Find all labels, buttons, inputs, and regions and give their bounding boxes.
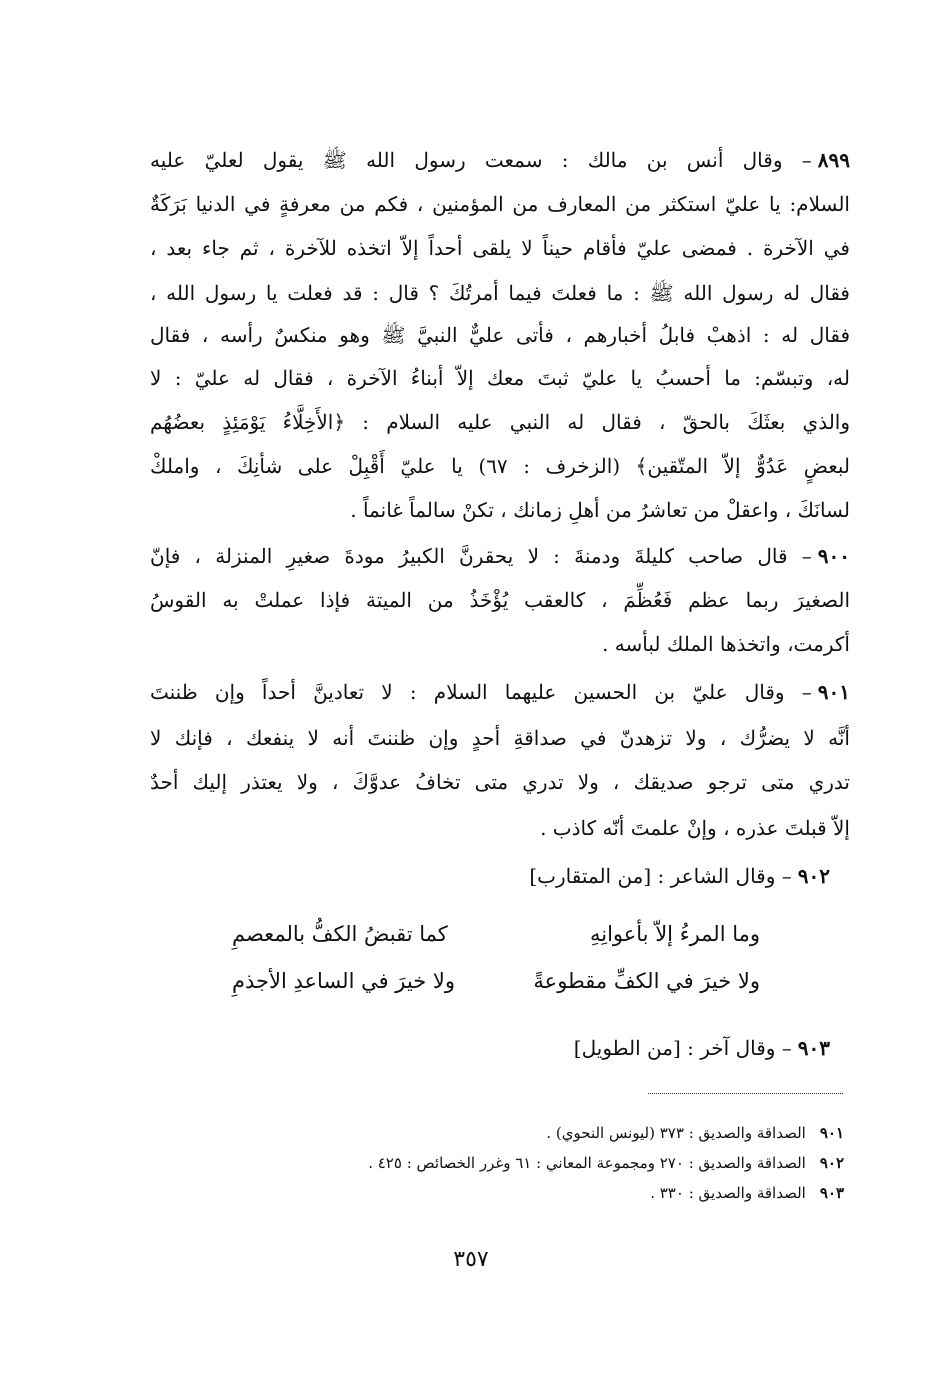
paragraph-901-line-3: تدري متى ترجو صديقك ، ولا تدري متى تخافُ عدوَّكَ ، ولا يعتذر إليك أحدٌ <box>150 770 850 794</box>
paragraph-899-line-4: فقال له رسول الله ﷺ : ما فعلتَ فيما أمرتُكَ ؟ قال : قد فعلت يا رسول الله ، <box>150 281 850 305</box>
paragraph-901-line-2: أنَّه لا يضرُّك ، ولا تزهدنّ في صداقةِ أحدٍ وإن ظننتَ أنه لا ينفعك ، فإنك لا <box>150 726 850 750</box>
paragraph-number: ٩٠١ <box>817 680 850 704</box>
poem-verse-1-second-hemistich: كما تقبضُ الكفُّ بالمعصمِ <box>232 922 448 946</box>
footnote-902 <box>368 1150 844 1176</box>
paragraph-899-line-3: في الآخرة . فمضى عليّ فأقام حيناً لا يلقى أحداً إلاّ اتخذه للآخرة ، ثم جاء بعد ، <box>150 236 850 260</box>
paragraph-903-line-1 <box>150 1025 830 1071</box>
paragraph-899-line-8: لبعضٍ عَدُوٌّ إلاّ المتّقين﴾ (الزخرف : ٦٧) يا عليّ أَقْبِلْ على شأنِكَ ، واملكْ <box>150 454 850 478</box>
footnote-text: الصداقة والصديق : ٣٣٠ . <box>650 1184 806 1202</box>
paragraph-900-line-2: الصغيرَ ربما عظم فَعُظِّمَ ، كالعقب يُؤْخَذُ من الميتة فإذا عملتْ به القوسُ <box>150 588 850 612</box>
poem-verse-1-first-hemistich: وما المرءُ إلاّ بأعوانِهِ <box>589 922 760 946</box>
paragraph-901-line-4: إلاّ قبلتَ عذره ، وإنْ علمتَ أنّه كاذب . <box>540 816 850 840</box>
text-span: – وقال أنس بن مالك : سمعت رسول الله ﷺ يقول لعليّ عليه <box>150 148 812 172</box>
text-span: – قال صاحب كليلةَ ودمنةَ : لا يحقرنَّ الكبيرُ مودةَ صغيرِ المنزلة ، فإنّ <box>150 544 812 568</box>
footnote-number: ٩٠٣ <box>819 1184 844 1202</box>
footnote-separator <box>648 1093 843 1094</box>
paragraph-number: ٩٠٣ <box>797 1036 830 1060</box>
paragraph-number: ٩٠٠ <box>817 544 850 568</box>
poem-verse-2-second-hemistich: ولا خيرَ في الساعدِ الأجذمِ <box>232 969 456 993</box>
footnote-text: الصداقة والصديق : ٣٧٣ (ليونس النحوي) . <box>546 1124 806 1142</box>
footnote-number: ٩٠١ <box>819 1124 844 1142</box>
paragraph-899-line-9: لسانَكَ ، واعقلْ من تعاشرُ من أهلِ زمانك ، تكنْ سالماً غانماً . <box>350 498 850 522</box>
paragraph-number: ٨٩٩ <box>817 148 850 172</box>
text-span: – وقال الشاعر : [من المتقارب] <box>529 864 792 888</box>
footnote-number: ٩٠٢ <box>819 1154 844 1172</box>
paragraph-902-line-1 <box>150 853 830 899</box>
paragraph-899-line-5: فقال له : اذهبْ فابلُ أخبارهم ، فأتى عليٌّ النبيَّ ﷺ وهو منكسٌ رأسه ، فقال <box>150 323 850 347</box>
poem-verse-2-first-hemistich: ولا خيرَ في الكفِّ مقطوعةً <box>533 969 760 993</box>
paragraph-899-line-7: والذي بعثَكَ بالحقّ ، فقال له النبي عليه السلام : ﴿الأَخِلَّاءُ يَوْمَئِذٍ بعضُهُم <box>150 410 850 434</box>
paragraph-899-line-2: السلام: يا عليّ استكثر من المعارف من المؤمنين ، فكم من معرفةٍ في الدنيا بَرَكَةٌ <box>150 192 850 216</box>
paragraph-900-line-3: أكرمت، واتخذها الملك لبأسه . <box>602 632 850 656</box>
page-number: ٣٥٧ <box>453 1247 489 1272</box>
text-span: – وقال آخر : [من الطويل] <box>573 1036 792 1060</box>
footnote-903 <box>650 1180 844 1206</box>
footnote-text: الصداقة والصديق : ٢٧٠ ومجموعة المعاني : ٦١ وغرر الخصائص : ٤٢٥ . <box>368 1154 806 1172</box>
paragraph-899-line-1 <box>150 137 850 183</box>
text-span: – وقال عليّ بن الحسين عليهما السلام : لا تعادينَّ أحداً وإن ظننتَ <box>150 680 812 704</box>
paragraph-899-line-6: له، وتبسّم: ما أحسبُ يا عليّ ثبتَ معك إلاّ أبناءُ الآخرة ، فقال له عليّ : لا <box>150 366 850 390</box>
paragraph-901-line-1 <box>150 669 850 715</box>
paragraph-900-line-1 <box>150 533 850 579</box>
footnote-901 <box>546 1120 844 1146</box>
paragraph-number: ٩٠٢ <box>797 864 830 888</box>
